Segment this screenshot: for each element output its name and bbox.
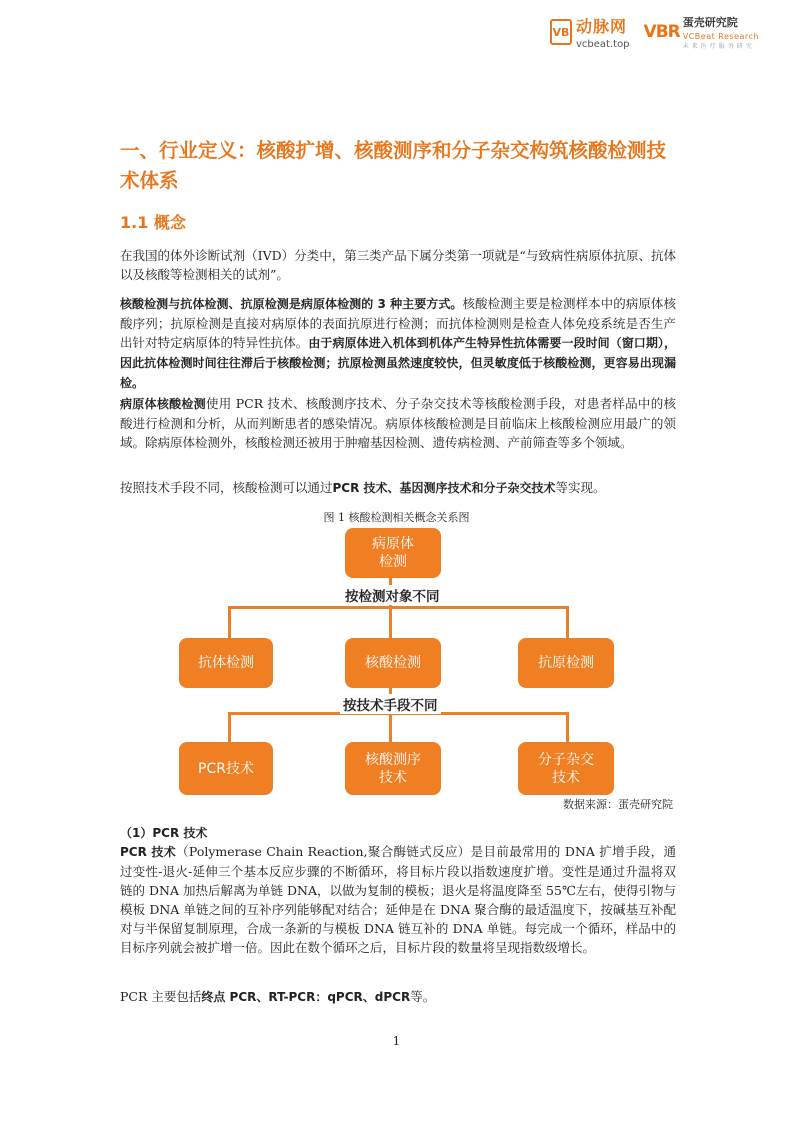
- vcbeat-url: vcbeat.top: [576, 39, 630, 50]
- paragraph-nucleic-acid: 病原体核酸检测使用 PCR 技术、核酸测序技术、分子杂交技术等核酸检测手段，对患者样品中的核酸进行检测和分析，从而判断患者的感染情况。病原体核酸检测是目前临床上核酸检测应用最广的领域。除病原体检测外，核酸检测还被用于肿瘤基因检测、遗传病检测、产前筛查等多个领域。: [120, 396, 676, 450]
- vcbeat-name: 动脉网: [576, 17, 628, 36]
- page-number: 1: [392, 1034, 401, 1048]
- vb-logo-mark: VB: [550, 19, 572, 45]
- label-by-target: 按检测对象不同: [342, 585, 443, 605]
- node-hybridization: 分子杂交 技术: [518, 742, 614, 795]
- node-pathogen-detection: 病原体 检测: [345, 528, 441, 578]
- connector-line: [228, 606, 569, 609]
- node-nucleic-acid-detection: 核酸检测: [345, 638, 441, 688]
- paragraph-pcr: PCR 技术（Polymerase Chain Reaction,聚合酶链式反应）是目前最常用的 DNA 扩增手段，通过变性-退火-延伸三个基本反应步骤的不断循环，将目标片段以指数速度扩增。变性是通过升温将双链的 DNA 加热后解离为单链 DNA，以做为复制的模板；退火是将温度降至 55℃左右，使得引物与模板 DNA 单链之间的互补序列能够配对结合；延伸是在 DNA 聚合酶的最适温度下，按碱基互补配对与半保留复制原理，合成一条新的与模板 DNA 链互补的 DNA 单链。每完成一个循环，样品中的目标序列就会被扩增一倍。因此在数个循环之后，目标片段的数量将呈现指数级增长。: [120, 844, 676, 955]
- header-logos: [550, 14, 759, 50]
- research-tagline: 未来医疗服务研究: [682, 43, 755, 50]
- concept-diagram: [170, 525, 630, 800]
- research-name-en: VCBeat Research: [682, 32, 759, 41]
- node-sequencing: 核酸测序 技术: [345, 742, 441, 795]
- connector-line: [566, 712, 569, 744]
- node-antigen-detection: 抗原检测: [518, 638, 614, 688]
- section-subtitle: 1.1 概念: [120, 213, 186, 232]
- connector-line: [228, 606, 231, 640]
- pcr-heading: （1）PCR 技术: [120, 826, 208, 840]
- research-name: 蛋壳研究院: [682, 16, 738, 29]
- vcbeat-logo: [550, 14, 630, 50]
- connector-line: [228, 712, 231, 744]
- connector-line: [389, 712, 392, 744]
- vbr-logo-mark: VBR: [643, 22, 680, 42]
- connector-line: [566, 606, 569, 640]
- figure-caption: 图 1 核酸检测相关概念关系图: [323, 511, 470, 524]
- paragraph-techniques: 按照技术手段不同，核酸检测可以通过PCR 技术、基因测序技术和分子杂交技术等实现。: [120, 480, 606, 495]
- connector-line: [389, 606, 392, 640]
- paragraph-pcr-types: PCR 主要包括终点 PCR、RT-PCR：qPCR、dPCR等。: [120, 989, 436, 1004]
- label-by-technique: 按技术手段不同: [340, 694, 441, 714]
- section-title: 一、行业定义：核酸扩增、核酸测序和分子杂交构筑核酸检测技术体系: [120, 139, 667, 192]
- paragraph-detection-methods: 核酸检测与抗体检测、抗原检测是病原体检测的 3 种主要方式。核酸检测主要是检测样本中的病原体核酸序列；抗原检测是直接对病原体的表面抗原进行检测；而抗体检测则是检查人体免疫系统是否生产出针对特定病原体的特异性抗体。由于病原体进入机体到机体产生特异性抗体需要一段时间（窗口期），因此抗体检测时间往往滞后于核酸检测；抗原检测虽然速度较快，但灵敏度低于核酸检测，更容易出现漏检。: [120, 296, 676, 390]
- vcbeat-research-logo: [644, 14, 759, 50]
- data-source: 数据来源：蛋壳研究院: [563, 798, 673, 811]
- node-antibody-detection: 抗体检测: [179, 638, 273, 688]
- paragraph-ivd: 在我国的体外诊断试剂（IVD）分类中，第三类产品下属分类第一项就是“与致病性病原体抗原、抗体以及核酸等检测相关的试剂”。: [120, 248, 676, 282]
- node-pcr: PCR技术: [179, 742, 273, 795]
